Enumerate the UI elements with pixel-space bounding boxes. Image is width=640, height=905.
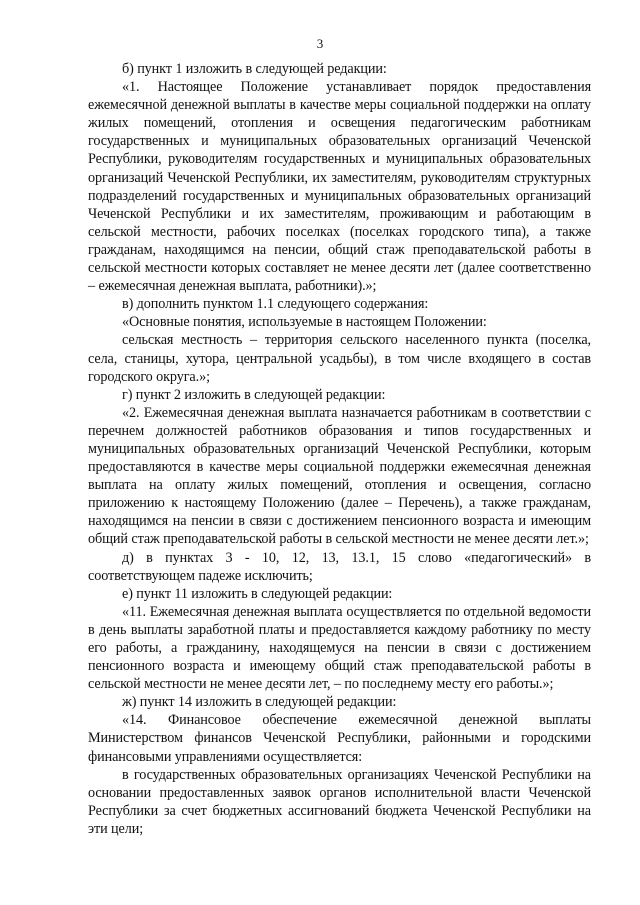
document-body	[88, 60, 591, 838]
paragraph-item-g: г) пункт 2 изложить в следующей редакции:	[122, 386, 386, 403]
paragraph-clause-11: «11. Ежемесячная денежная выплата осуществляется по отдельной ведомости в день выплаты заработной платы и предоставляется каждому работнику по месту его работы, а гражданину, находящемуся на пенсии в связи с достижением пенсионного возраста и имеющему общий стаж преподавательской работы в сельской местности не менее десяти лет, – по последнему месту его работы.»;	[88, 603, 591, 693]
paragraph-rural-area-definition: сельская местность – территория сельского населенного пункта (поселка, села, станицы, хутора, центральной усадьбы), в том числе входящего в состав городского округа.»;	[88, 332, 591, 385]
paragraph-item-e: е) пункт 11 изложить в следующей редакции:	[122, 585, 393, 602]
page-number: 3	[316, 36, 324, 51]
paragraph-state-organizations: в государственных образовательных организациях Чеченской Республики на основании предоставленных заявок органов исполнительной власти Чеченской Республики за счет бюджетных ассигнований бюджета Чеченской Республики на эти цели;	[88, 766, 591, 837]
paragraph-basic-concepts: «Основные понятия, используемые в настоящем Положении:	[122, 314, 487, 331]
paragraph-item-b: б) пункт 1 изложить в следующей редакции:	[122, 61, 387, 77]
paragraph-clause-1: «1. Настоящее Положение устанавливает порядок предоставления ежемесячной денежной выплаты в качестве меры социальной поддержки на оплату жилых помещений, отопления и освещения педагогическим работникам государственных и муниципальных образовательных организаций Чеченской Республики, руководителям государственных и муниципальных образовательных организаций Чеченской Республики, их заместителям, руководителям структурных подразделений государственных и муниципальных образовательных организаций Чеченской Республики и их заместителям, проживающим и работающим в сельской местности, рабочих поселках (поселках городского типа), а также гражданам, находящимся на пенсии, общий стаж преподавательской работы в сельской местности которых составляет не менее десяти лет (далее соответственно – ежемесячная денежная выплата, работники).»;	[88, 79, 591, 295]
paragraph-item-zh: ж) пункт 14 изложить в следующей редакции:	[122, 694, 397, 711]
paragraph-clause-2: «2. Ежемесячная денежная выплата назначается работникам в соответствии с перечнем должностей работников образования и типов государственных и муниципальных образовательных организаций Чеченской Республики, которым предоставляются в качестве меры социальной поддержки ежемесячная денежная выплата на оплату жилых помещений, отопления и освещения, согласно приложению к настоящему Положению (далее – Перечень), а также гражданам, находящимся на пенсии в связи с достижением пенсионного возраста и имеющим общий стаж преподавательской работы в сельской местности не менее десяти лет.»;	[88, 404, 591, 548]
paragraph-item-d: д) в пунктах 3 - 10, 12, 13, 13.1, 15 слово «педагогический» в соответствующем падеже исключить;	[88, 549, 591, 584]
paragraph-clause-14: «14. Финансовое обеспечение ежемесячной денежной выплаты Министерством финансов Чеченской Республики, районными и городскими финансовыми управлениями осуществляется:	[88, 712, 591, 765]
paragraph-item-v: в) дополнить пунктом 1.1 следующего содержания:	[122, 296, 429, 313]
